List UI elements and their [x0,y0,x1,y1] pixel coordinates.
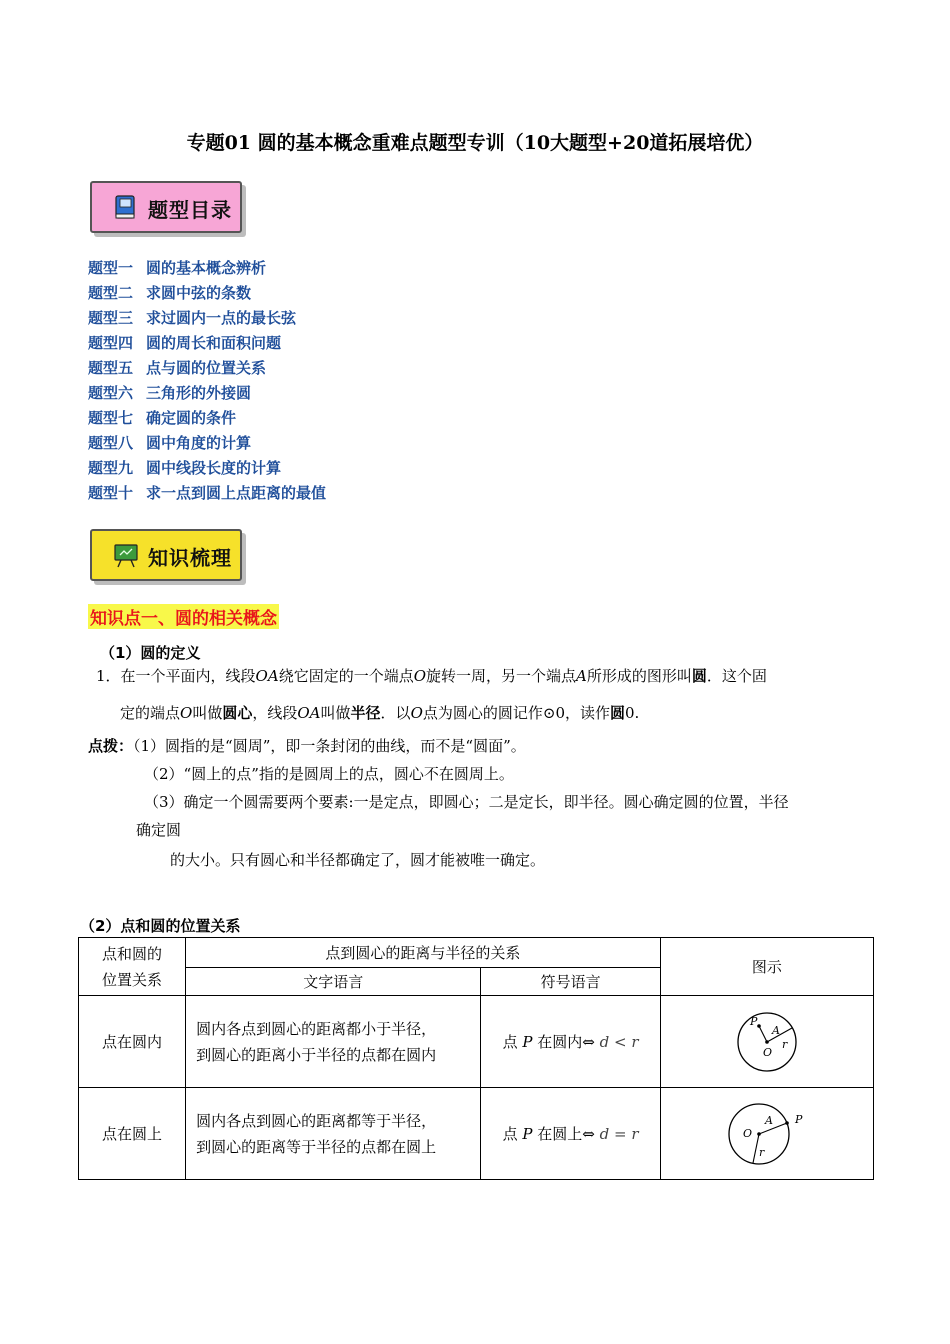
header-relation: 点和圆的 位置关系 [79,938,186,996]
toc-list [88,256,326,506]
figure-cell [660,996,873,1088]
knowledge-banner [90,529,242,581]
header-text-language: 文字语言 [186,968,481,996]
book-icon [112,193,140,221]
relation-cell: 点在圆上 [79,1088,186,1180]
text-language-cell: 圆内各点到圆心的距离都等于半径， 到圆心的距离等于半径的点都在圆上 [186,1088,481,1180]
svg-text:A: A [764,1113,773,1127]
svg-text:r: r [781,1037,788,1051]
svg-text:O: O [762,1045,772,1059]
header-distance: 点到圆心的距离与半径的关系 [186,938,661,968]
symbol-language-cell: 点 P 在圆上⇔ d = r [481,1088,660,1180]
symbol-language-cell: 点 P 在圆内⇔ d < r [481,996,660,1088]
tip-line-3: （3）确定一个圆需要两个要素:一是定点，即圆心；二是定长，即半径。圆心确定圆的位置，半径 [144,793,789,811]
knowledge-banner-label: 知识梳理 [148,546,232,570]
figure-cell [660,1088,873,1180]
catalog-banner [90,181,242,233]
svg-text:P: P [749,1014,758,1028]
toc-item[interactable]: 题型五 点与圆的位置关系 [88,359,267,377]
header-symbol-language: 符号语言 [481,968,660,996]
toc-item[interactable]: 题型六 三角形的外接圆 [88,384,252,402]
toc-item[interactable]: 题型十 求一点到圆上点距离的最值 [88,484,327,502]
point-inside-circle-figure [735,1010,799,1074]
toc-item[interactable]: 题型七 确定圆的条件 [88,409,237,427]
tip-line-3c: 的大小。只有圆心和半径都确定了，圆才能被唯一确定。 [170,851,546,869]
knowledge-point-title: 知识点一、圆的相关概念 [88,604,279,629]
svg-text:A: A [771,1023,780,1037]
document-title: 专题01 圆的基本概念重难点题型专训（10大题型+20道拓展培优） [186,132,764,154]
catalog-banner-label: 题型目录 [148,198,232,222]
toc-item[interactable]: 题型九 圆中线段长度的计算 [88,459,282,477]
relation-cell: 点在圆内 [79,996,186,1088]
toc-item[interactable]: 题型四 圆的周长和面积问题 [88,334,282,352]
header-figure: 图示 [660,938,873,996]
definition-line-1: 1．在一个平面内，线段OA绕它固定的一个端点O旋转一周，另一个端点A所形成的图形叫圆．这个固 [96,667,767,685]
toc-item[interactable]: 题型八 圆中角度的计算 [88,434,252,452]
tip-label: 点拨： [88,737,134,755]
tip-line-3b: 确定圆 [136,821,182,839]
svg-text:r: r [758,1145,765,1159]
blackboard-icon [112,541,140,569]
toc-item[interactable]: 题型二 求圆中弦的条数 [88,284,252,302]
table-row [79,996,874,1088]
text-language-cell: 圆内各点到圆心的距离都小于半径， 到圆心的距离小于半径的点都在圆内 [186,996,481,1088]
position-heading: （2）点和圆的位置关系 [80,917,241,935]
definition-line-2: 定的端点O叫做圆心，线段OA叫做半径．以O点为圆心的圆记作⊙0，读作圆0. [120,704,640,722]
tip-line-2: （2）“圆上的点”指的是圆周上的点，圆心不在圆周上。 [144,765,514,783]
definition-heading: （1）圆的定义 [100,644,201,662]
point-on-circle-figure [725,1101,809,1167]
tip-line-1: 点拨：（1）圆指的是“圆周”，即一条封闭的曲线，而不是“圆面”。 [88,737,526,755]
svg-text:O: O [742,1126,752,1140]
svg-text:P: P [794,1112,803,1126]
toc-item[interactable]: 题型一 圆的基本概念辨析 [88,259,267,277]
point-circle-table [78,937,874,1180]
table-row [79,1088,874,1180]
toc-item[interactable]: 题型三 求过圆内一点的最长弦 [88,309,297,327]
